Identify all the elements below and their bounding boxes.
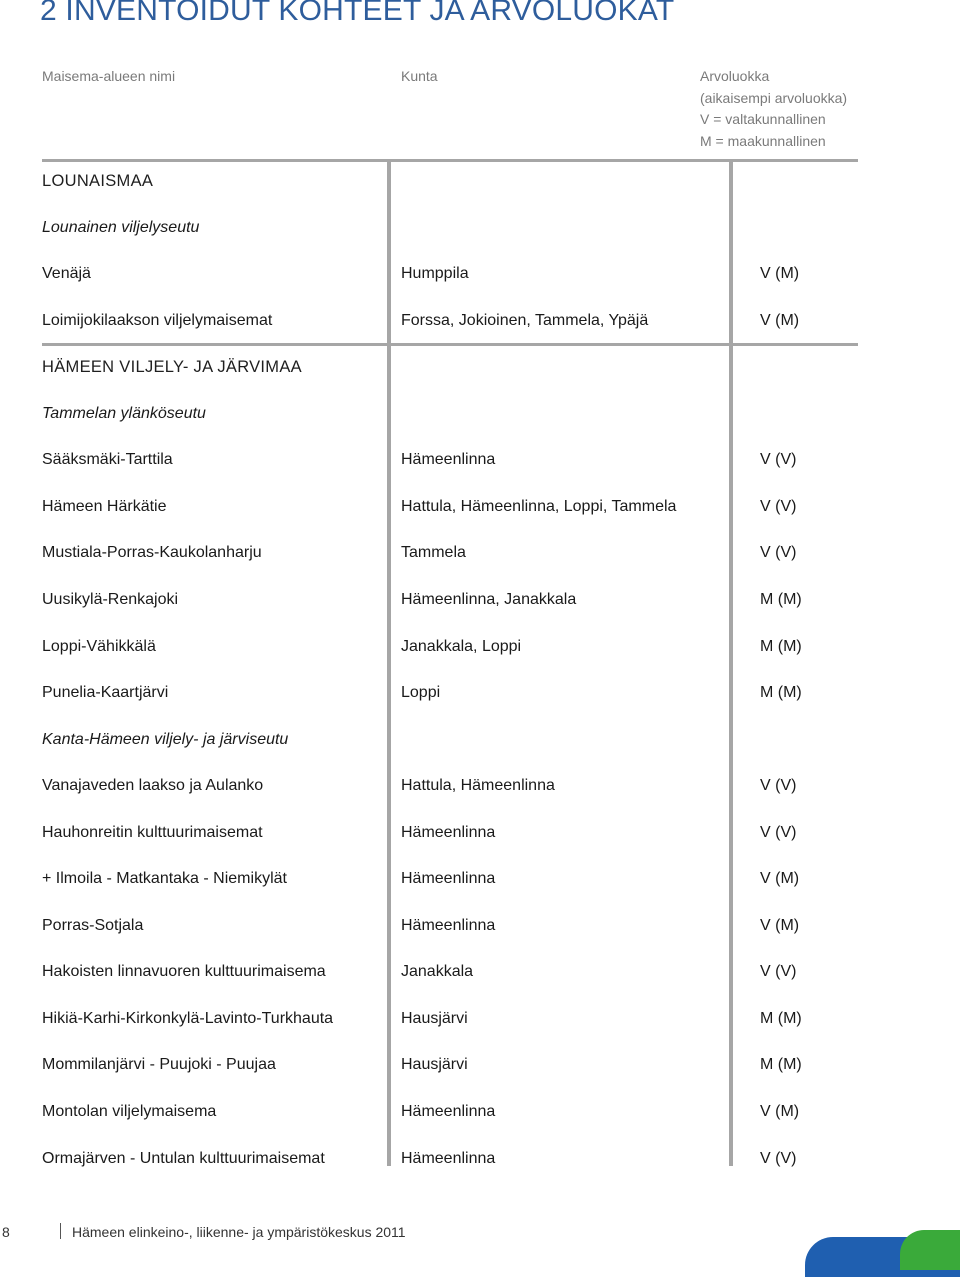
cell-kunta: Janakkala, Loppi: [401, 638, 522, 655]
cell-arvo: V (M): [760, 870, 800, 887]
subsection-heading: [0, 729, 960, 751]
cell-kunta: Hattula, Hämeenlinna: [401, 777, 555, 794]
footer-divider: [60, 1223, 61, 1239]
cell-name: Loimijokilaakson viljelymaisemat: [42, 312, 273, 329]
table-row: [0, 775, 960, 797]
cell-arvo: V (M): [760, 312, 800, 329]
cell-kunta: Hausjärvi: [401, 1056, 468, 1073]
cell-arvo: V (V): [760, 824, 797, 841]
cell-arvo: M (M): [760, 638, 802, 655]
cell-name: Mustiala-Porras-Kaukolanharju: [42, 544, 262, 561]
cell-name: Hikiä-Karhi-Kirkonkylä-Lavinto-Turkhauta: [42, 1010, 334, 1027]
table-row: [0, 496, 960, 518]
section-heading: [0, 170, 960, 192]
table-row: [0, 263, 960, 285]
arvo-header-line: (aikaisempi arvoluokka): [700, 89, 848, 106]
cell-name: LOUNAISMAA: [42, 172, 154, 190]
cell-kunta: Hattula, Hämeenlinna, Loppi, Tammela: [401, 498, 677, 515]
cell-arvo: V (M): [760, 1103, 800, 1120]
cell-name: Sääksmäki-Tarttila: [42, 451, 173, 468]
cell-name: Lounainen viljelyseutu: [42, 219, 200, 236]
footer: [0, 1221, 960, 1243]
cell-name: Venäjä: [42, 265, 91, 282]
cell-name: Mommilanjärvi - Puujoki - Puujaa: [42, 1056, 276, 1073]
cell-name: Hakoisten linnavuoren kulttuurimaisema: [42, 963, 326, 980]
table-row: [0, 822, 960, 844]
table-row: [0, 310, 960, 332]
cell-arvo: M (M): [760, 591, 802, 608]
cell-arvo: M (M): [760, 1056, 802, 1073]
table-row: [0, 868, 960, 890]
section-heading: [0, 356, 960, 378]
table-row: [0, 636, 960, 658]
cell-kunta: Hämeenlinna: [401, 1150, 496, 1167]
cell-name: + Ilmoila - Matkantaka - Niemikylät: [42, 870, 287, 887]
column-header-name: Maisema-alueen nimi: [42, 68, 176, 84]
table-row: [0, 1054, 960, 1076]
column-header-arvo: [700, 66, 847, 152]
cell-kunta: Hämeenlinna: [401, 451, 496, 468]
cell-kunta: Loppi: [401, 684, 441, 701]
footer-publisher: Hämeen elinkeino-, liikenne- ja ympäristökeskus 2011: [72, 1224, 406, 1240]
cell-kunta: Hämeenlinna: [401, 917, 496, 934]
table-row: [0, 1148, 960, 1170]
cell-name: Hämeen Härkätie: [42, 498, 167, 515]
cell-name: Kanta-Hämeen viljely- ja järviseutu: [42, 731, 289, 748]
table-row: [0, 961, 960, 983]
cell-arvo: V (V): [760, 544, 797, 561]
cell-arvo: V (M): [760, 265, 800, 282]
cell-name: Ormajärven - Untulan kulttuurimaisemat: [42, 1150, 325, 1167]
cell-name: Tammelan ylänköseutu: [42, 405, 206, 422]
cell-kunta: Tammela: [401, 544, 466, 561]
cell-name: Montolan viljelymaisema: [42, 1103, 217, 1120]
table-row: [0, 915, 960, 937]
subsection-heading: [0, 217, 960, 239]
cell-kunta: Hausjärvi: [401, 1010, 468, 1027]
table-row: [0, 589, 960, 611]
decorative-band-green: [900, 1230, 960, 1270]
cell-kunta: Hämeenlinna: [401, 824, 496, 841]
cell-kunta: Hämeenlinna: [401, 870, 496, 887]
cell-name: Uusikylä-Renkajoki: [42, 591, 179, 608]
cell-kunta: Hämeenlinna, Janakkala: [401, 591, 577, 608]
column-header-kunta: Kunta: [401, 68, 438, 84]
cell-name: Vanajaveden laakso ja Aulanko: [42, 777, 264, 794]
table-row: [0, 682, 960, 704]
arvo-header-line: Arvoluokka: [700, 68, 770, 84]
cell-kunta: Hämeenlinna: [401, 1103, 496, 1120]
table-row: [0, 1101, 960, 1123]
table-top-rule: [42, 159, 858, 162]
cell-arvo: V (V): [760, 451, 797, 468]
cell-kunta: Humppila: [401, 265, 469, 282]
table-row: [0, 1008, 960, 1030]
section-rule: [42, 343, 858, 346]
cell-arvo: M (M): [760, 1010, 802, 1027]
arvo-header-line: M = maakunnallinen: [700, 132, 826, 149]
subsection-heading: [0, 403, 960, 425]
cell-kunta: Forssa, Jokioinen, Tammela, Ypäjä: [401, 312, 649, 329]
cell-name: Porras-Sotjala: [42, 917, 144, 934]
table-row: [0, 542, 960, 564]
cell-arvo: M (M): [760, 684, 802, 701]
page-title: 2 INVENTOIDUT KOHTEET JA ARVOLUOKAT: [40, 0, 675, 27]
cell-arvo: V (V): [760, 777, 797, 794]
cell-name: Hauhonreitin kulttuurimaisemat: [42, 824, 263, 841]
table-row: [0, 449, 960, 471]
cell-kunta: Janakkala: [401, 963, 474, 980]
arvo-header-line: V = valtakunnallinen: [700, 111, 826, 127]
cell-arvo: V (V): [760, 498, 797, 515]
cell-name: Loppi-Vähikkälä: [42, 638, 156, 655]
cell-arvo: V (V): [760, 963, 797, 980]
cell-name: HÄMEEN VILJELY- JA JÄRVIMAA: [42, 358, 302, 376]
cell-arvo: V (V): [760, 1150, 797, 1167]
page-number: 8: [2, 1224, 10, 1240]
cell-name: Punelia-Kaartjärvi: [42, 684, 169, 701]
cell-arvo: V (M): [760, 917, 800, 934]
